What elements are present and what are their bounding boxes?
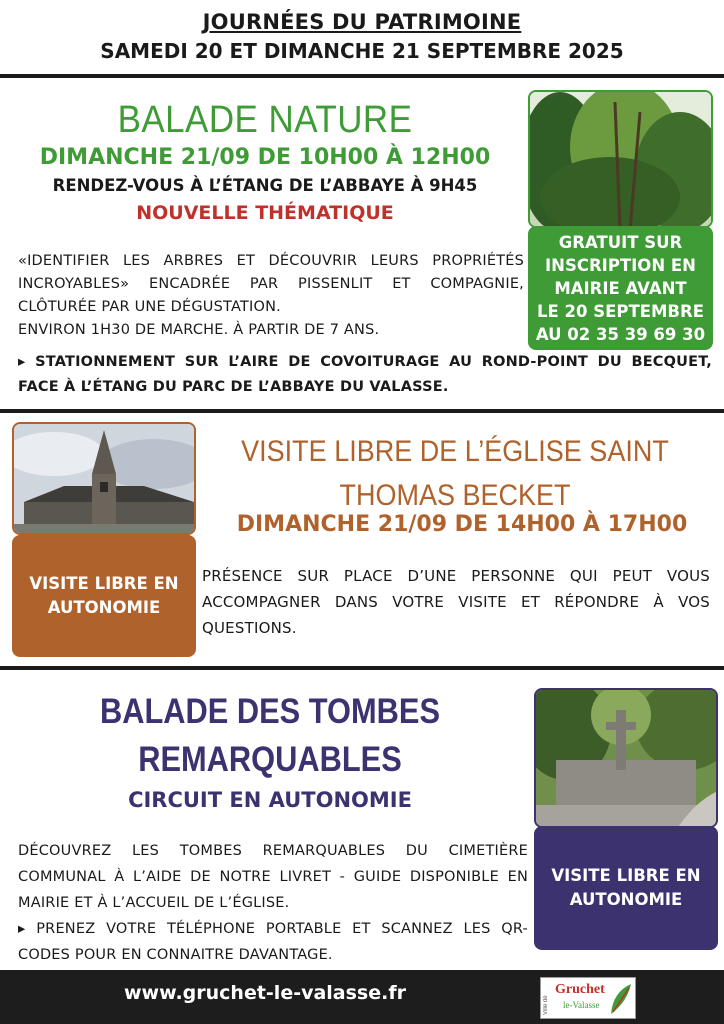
website-link[interactable]: www.gruchet-le-valasse.fr: [124, 982, 406, 1004]
section1-registration-badge: [528, 226, 713, 350]
section3-subtitle: CIRCUIT EN AUTONOMIE: [128, 788, 412, 812]
divider: [0, 666, 724, 670]
cemetery-photo: [534, 688, 718, 828]
badge-line: INSCRIPTION EN: [545, 255, 696, 275]
section1-desc-line1: «IDENTIFIER LES ARBRES ET DÉCOUVRIR LEURS PROPRIÉTÉS INCROYABLES» ENCADRÉE PAR PISSENLIT ET COMPAGNIE, CLÔTURÉE PAR UNE DÉGUSTATION.: [18, 253, 524, 315]
trees-photo: [528, 90, 713, 228]
badge-line: MAIRIE AVANT: [554, 278, 687, 298]
page-header: [0, 8, 724, 66]
section1-parking-text: STATIONNEMENT SUR L’AIRE DE COVOITURAGE AU ROND-POINT DU BECQUET, FACE À L’ÉTANG DU PARC DE L’ABBAYE DU VALASSE.: [18, 354, 712, 395]
section1-desc-line2: ENVIRON 1H30 DE MARCHE. À PARTIR DE 7 ANS.: [18, 322, 380, 338]
badge-line: AUTONOMIE: [569, 890, 683, 909]
badge-line: AUTONOMIE: [47, 598, 161, 617]
section1-meeting: RENDEZ-VOUS À L’ÉTANG DE L’ABBAYE À 9H45: [52, 176, 478, 195]
church-photo: [12, 422, 196, 535]
leaf-icon: [607, 982, 633, 1016]
badge-line: VISITE LIBRE EN: [551, 866, 701, 885]
logo-text: le-Valasse: [563, 1000, 600, 1010]
event-title: JOURNÉES DU PATRIMOINE: [202, 10, 522, 34]
badge-line: AU 02 35 39 69 30: [535, 324, 706, 344]
arrow-right-icon: ▸: [18, 354, 36, 370]
divider: [0, 74, 724, 78]
arrow-right-icon: ▸: [18, 921, 37, 937]
church-image: [14, 424, 196, 535]
event-dates: SAMEDI 20 ET DIMANCHE 21 SEPTEMBRE 2025: [100, 39, 624, 63]
section3-desc-para: DÉCOUVREZ LES TOMBES REMARQUABLES DU CIMETIÈRE COMMUNAL À L’AIDE DE NOTRE LIVRET - GUIDE DISPONIBLE EN MAIRIE ET À L’ACCUEIL DE L’ÉGLISE.: [18, 843, 528, 911]
section3-description: [18, 838, 528, 968]
badge-line: LE 20 SEPTEMBRE: [537, 301, 704, 321]
section2-title-line: THOMAS BECKET: [339, 479, 571, 512]
section3-badge: [534, 826, 718, 950]
section2-title-line: VISITE LIBRE DE L’ÉGLISE SAINT: [241, 435, 669, 468]
section1-description: [18, 250, 524, 342]
cemetery-image: [536, 690, 718, 828]
section2-when: DIMANCHE 21/09 DE 14H00 À 17H00: [236, 512, 688, 537]
badge-line: GRATUIT SUR: [558, 232, 683, 252]
section1-parking: [18, 350, 712, 400]
section3-title-line: BALADE DES TOMBES: [100, 692, 440, 731]
badge-line: VISITE LIBRE EN: [29, 574, 179, 593]
divider: [0, 409, 724, 413]
section2-badge: [12, 535, 196, 657]
section1-tag: NOUVELLE THÉMATIQUE: [136, 202, 394, 224]
trees-image: [530, 92, 713, 228]
section3-title-line: REMARQUABLES: [138, 740, 402, 779]
section1-title: BALADE NATURE: [117, 99, 413, 141]
section3-desc-para: PRENEZ VOTRE TÉLÉPHONE PORTABLE ET SCANNEZ LES QR-CODES POUR EN CONNAITRE DAVANTAGE.: [18, 921, 528, 963]
logo-text: Ville de: [543, 995, 549, 1015]
section2-description: PRÉSENCE SUR PLACE D’UNE PERSONNE QUI PEUT VOUS ACCOMPAGNER DANS VOTRE VISITE ET RÉPONDRE À VOS QUESTIONS.: [202, 567, 710, 637]
logo-text: Gruchet: [555, 982, 605, 997]
town-logo: [540, 977, 636, 1019]
section2-title: [235, 430, 676, 518]
section1-when: DIMANCHE 21/09 DE 10H00 À 12H00: [39, 145, 491, 170]
section3-title: [50, 688, 490, 784]
